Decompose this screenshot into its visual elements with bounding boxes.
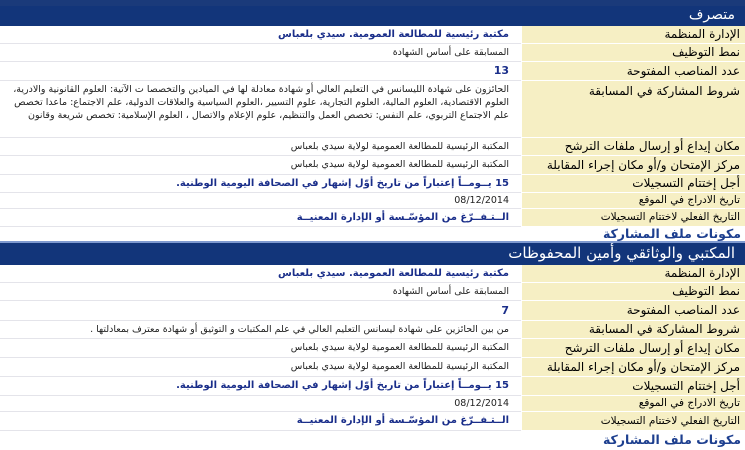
- field-value: الــتـفــرّغ من المؤسّـسة أو الإدارة المعنيــة: [0, 209, 521, 227]
- field-value: المكتبة الرئيسية للمطالعة العمومية لولاية سيدي بلعباس: [0, 339, 521, 358]
- table-row: [0, 175, 745, 193]
- table-row: [0, 193, 745, 209]
- participation-file-components[interactable]: [0, 431, 745, 450]
- field-value: المكتبة الرئيسية للمطالعة العمومية لولاية سيدي بلعباس: [0, 156, 521, 175]
- field-label: أجل إختتام التسجيلات: [521, 377, 745, 396]
- field-value: 7: [0, 301, 521, 321]
- table-row: [0, 156, 745, 175]
- field-label: التاريخ الفعلي لاختتام التسجيلات: [521, 412, 745, 431]
- components-link[interactable]: مكونات ملف المشاركة: [602, 226, 741, 241]
- field-label: تاريخ الادراج في الموقع: [521, 396, 745, 412]
- table-row: [0, 377, 745, 396]
- participation-file-components[interactable]: [0, 227, 745, 241]
- field-label: مكان إيداع أو إرسال ملفات الترشح: [521, 339, 745, 358]
- field-value: الحائزون على شهادة الليسانس في التعليم العالي أو شهادة معادلة لها في الميادين والتخصصا ت الآتية: العلوم القانونية والادرية، العلوم الاقتصادية، العلوم المالية، العلوم التجارية، علوم التسيير ،العلوم السياسية والعلاقات الدولية، علم الاجتماع: ماعدا تخصص علم الاجتماع التربوي، علم النفس: تخصص العمل والتنظيم، علوم الإعلام والاتصال ، العلوم الإسلامية: تخصص شريعة وقانون: [0, 81, 521, 138]
- field-label: شروط المشاركة في المسابقة: [521, 321, 745, 339]
- table-row: [0, 412, 745, 431]
- table-row: [0, 301, 745, 321]
- section-title: المكتبي والوثائقي وأمين المحفوظات: [508, 244, 735, 262]
- table-row: [0, 44, 745, 62]
- field-value: 15 يــومــاً إعتباراً من تاريخ أوّل إشهار في الصحافة اليومية الوطنية.: [0, 377, 521, 396]
- field-value: 08/12/2014: [0, 396, 521, 412]
- components-link[interactable]: مكونات ملف المشاركة: [602, 432, 741, 447]
- section-title-bar: [0, 243, 745, 265]
- field-label: الإدارة المنظمة: [521, 265, 745, 283]
- table-row: [0, 396, 745, 412]
- field-label: الإدارة المنظمة: [521, 26, 745, 44]
- table-row: [0, 265, 745, 283]
- section-title-bar: [0, 6, 745, 26]
- field-value: المكتبة الرئيسية للمطالعة العمومية لولاية سيدي بلعباس: [0, 138, 521, 156]
- field-value: المسابقة على أساس الشهادة: [0, 283, 521, 301]
- field-value: مكتبة رئيسية للمطالعة العمومية. سيدي بلعباس: [0, 265, 521, 283]
- field-label: مكان إيداع أو إرسال ملفات الترشح: [521, 138, 745, 156]
- field-value: المسابقة على أساس الشهادة: [0, 44, 521, 62]
- field-label: نمط التوظيف: [521, 44, 745, 62]
- table-row: [0, 321, 745, 339]
- field-value: المكتبة الرئيسية للمطالعة العمومية لولاية سيدي بلعباس: [0, 358, 521, 377]
- field-value: 13: [0, 62, 521, 81]
- table-row: [0, 26, 745, 44]
- field-value: 08/12/2014: [0, 193, 521, 209]
- field-value: مكتبة رئيسية للمطالعة العمومية. سيدي بلعباس: [0, 26, 521, 44]
- field-label: عدد المناصب المفتوحة: [521, 62, 745, 81]
- table-row: [0, 358, 745, 377]
- field-label: تاريخ الادراج في الموقع: [521, 193, 745, 209]
- field-value: من بين الحائزين على شهادة ليسانس التعليم العالي في علم المكتبات و التوثيق أو شهادة معترف بمعادلتها .: [0, 321, 521, 339]
- field-label: مركز الإمتحان و/أو مكان إجراء المقابلة: [521, 358, 745, 377]
- table-row: [0, 283, 745, 301]
- field-label: التاريخ الفعلي لاختتام التسجيلات: [521, 209, 745, 227]
- field-label: نمط التوظيف: [521, 283, 745, 301]
- table-row: [0, 209, 745, 227]
- field-label: مركز الإمتحان و/أو مكان إجراء المقابلة: [521, 156, 745, 175]
- table-row: [0, 138, 745, 156]
- table-row: [0, 62, 745, 81]
- field-label: عدد المناصب المفتوحة: [521, 301, 745, 321]
- field-value: 15 يــومــاً إعتباراً من تاريخ أوّل إشهار في الصحافة اليومية الوطنية.: [0, 175, 521, 193]
- field-value: الــتـفــرّغ من المؤسّـسة أو الإدارة المعنيــة: [0, 412, 521, 431]
- table-row: [0, 81, 745, 138]
- table-row: [0, 339, 745, 358]
- field-label: شروط المشاركة في المسابقة: [521, 81, 745, 138]
- field-label: أجل إختتام التسجيلات: [521, 175, 745, 193]
- section-title: متصرف: [688, 7, 735, 23]
